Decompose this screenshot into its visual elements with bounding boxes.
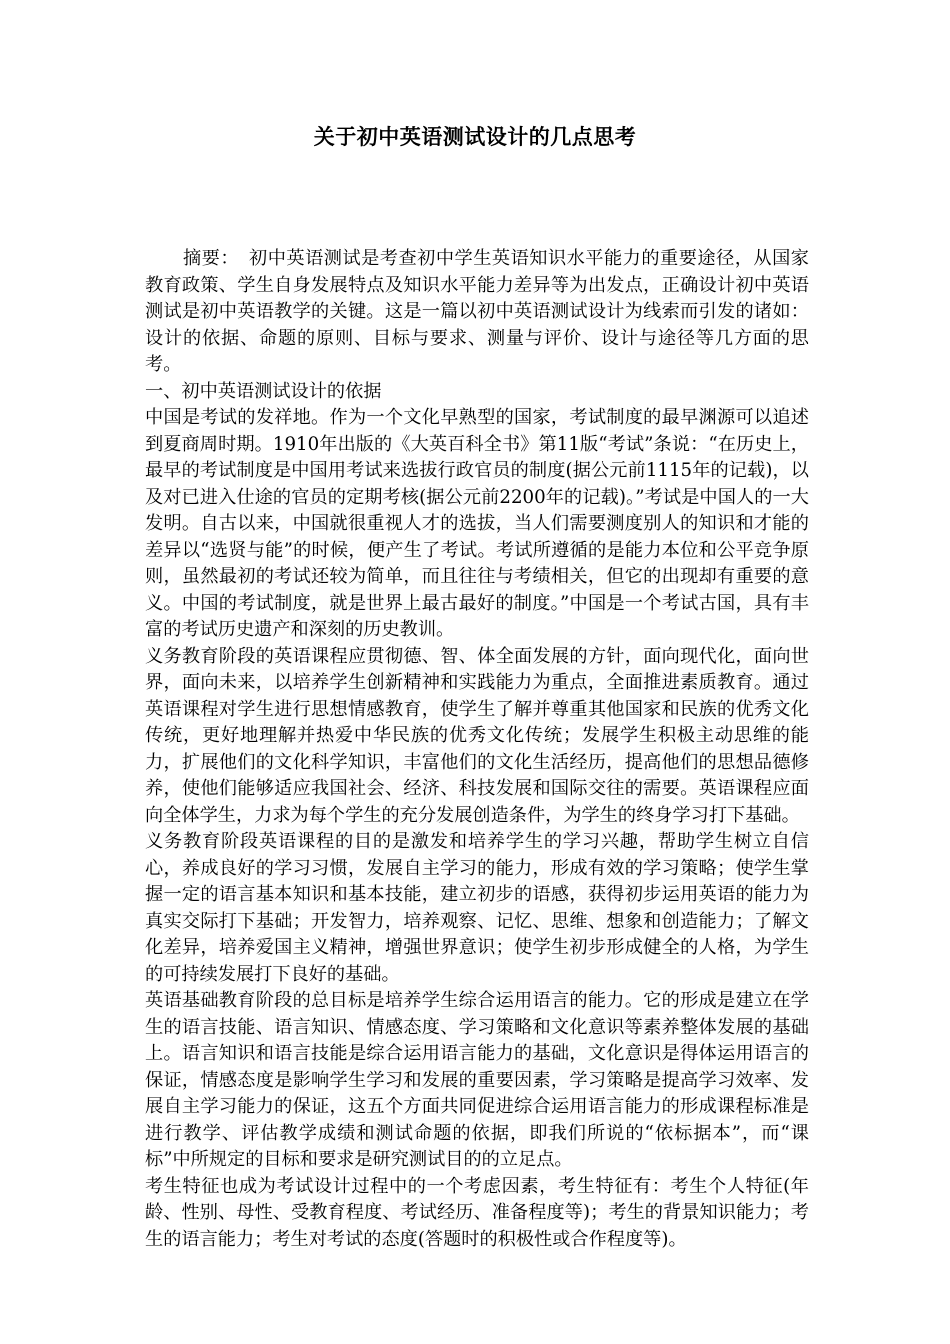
body-paragraph: 考生特征也成为考试设计过程中的一个考虑因素，考生特征有：考生个人特征(年龄、性别、母性、受教育程度、考试经历、准备程度等)；考生的背景知识能力；考生的语言能力；考生对考试的态度(答题时的积极性或合作程度等)。 xyxy=(145,1175,809,1250)
section-heading: 一、初中英语测试设计的依据 xyxy=(145,380,382,402)
abstract-label: 摘要： xyxy=(183,248,240,269)
document-body xyxy=(145,246,809,1253)
body-paragraph: 英语基础教育阶段的总目标是培养学生综合运用语言的能力。它的形成是建立在学生的语言技能、语言知识、情感态度、学习策略和文化意识等素养整体发展的基础上。语言知识和语言技能是综合运用语言能力的基础，文化意识是得体运用语言的保证，情感态度是影响学生学习和发展的重要因素，学习策略是提高学习效率、发展自主学习能力的保证，这五个方面共同促进综合运用语言能力的形成课程标准是进行教学、评估教学成绩和测试命题的依据，即我们所说的“依标据本”，而“课标”中所规定的目标和要求是研究测试目的的立足点。 xyxy=(145,990,809,1170)
abstract-paragraph xyxy=(145,246,809,379)
abstract-text: 初中英语测试是考查初中学生英语知识水平能力的重要途径，从国家教育政策、学生自身发展特点及知识水平能力差异等为出发点，正确设计初中英语测试是初中英语教学的关键。这是一篇以初中英语测试设计为线索而引发的诸如：设计的依据、命题的原则、目标与要求、测量与评价、设计与途径等几方面的思考。 xyxy=(145,248,809,375)
body-paragraph: 义务教育阶段英语课程的目的是激发和培养学生的学习兴趣，帮助学生树立自信心，养成良好的学习习惯，发展自主学习的能力，形成有效的学习策略；使学生掌握一定的语言基本知识和基本技能，建立初步的语感，获得初步运用英语的能力为真实交际打下基础；开发智力，培养观察、记忆、思维、想象和创造能力；了解文化差异，培养爱国主义精神，增强世界意识；使学生初步形成健全的人格，为学生的可持续发展打下良好的基础。 xyxy=(145,831,809,985)
document-title: 关于初中英语测试设计的几点思考 xyxy=(313,124,637,149)
body-paragraph: 中国是考试的发祥地。作为一个文化早熟型的国家，考试制度的最早渊源可以追述到夏商周时期。1910年出版的《大英百科全书》第11版“考试”条说：“在历史上，最早的考试制度是中国用考试来选拔行政官员的制度(据公元前1115年的记载)，以及对已进入仕途的官员的定期考核(据公元前2200年的记载)。”考试是中国人的一大发明。自古以来，中国就很重视人才的选拔，当人们需要测度别人的知识和才能的差异以“选贤与能”的时候，便产生了考试。考试所遵循的是能力本位和公平竞争原则，虽然最初的考试还较为简单，而且往往与考绩相关，但它的出现却有重要的意义。中国的考试制度，就是世界上最古最好的制度。”中国是一个考试古国，具有丰富的考试历史遗产和深刻的历史教训。 xyxy=(145,407,809,640)
body-paragraph: 义务教育阶段的英语课程应贯彻德、智、体全面发展的方针，面向现代化，面向世界，面向未来，以培养学生创新精神和实践能力为重点，全面推进素质教育。通过英语课程对学生进行思想情感教育，使学生了解并尊重其他国家和民族的优秀文化传统，更好地理解并热爱中华民族的优秀文化传统；发展学生积极主动思维的能力，扩展他们的文化科学知识，丰富他们的文化生活经历，提高他们的思想品德修养，使他们能够适应我国社会、经济、科技发展和国际交往的需要。英语课程应面向全体学生，力求为每个学生的充分发展创造条件，为学生的终身学习打下基础。 xyxy=(145,645,809,826)
